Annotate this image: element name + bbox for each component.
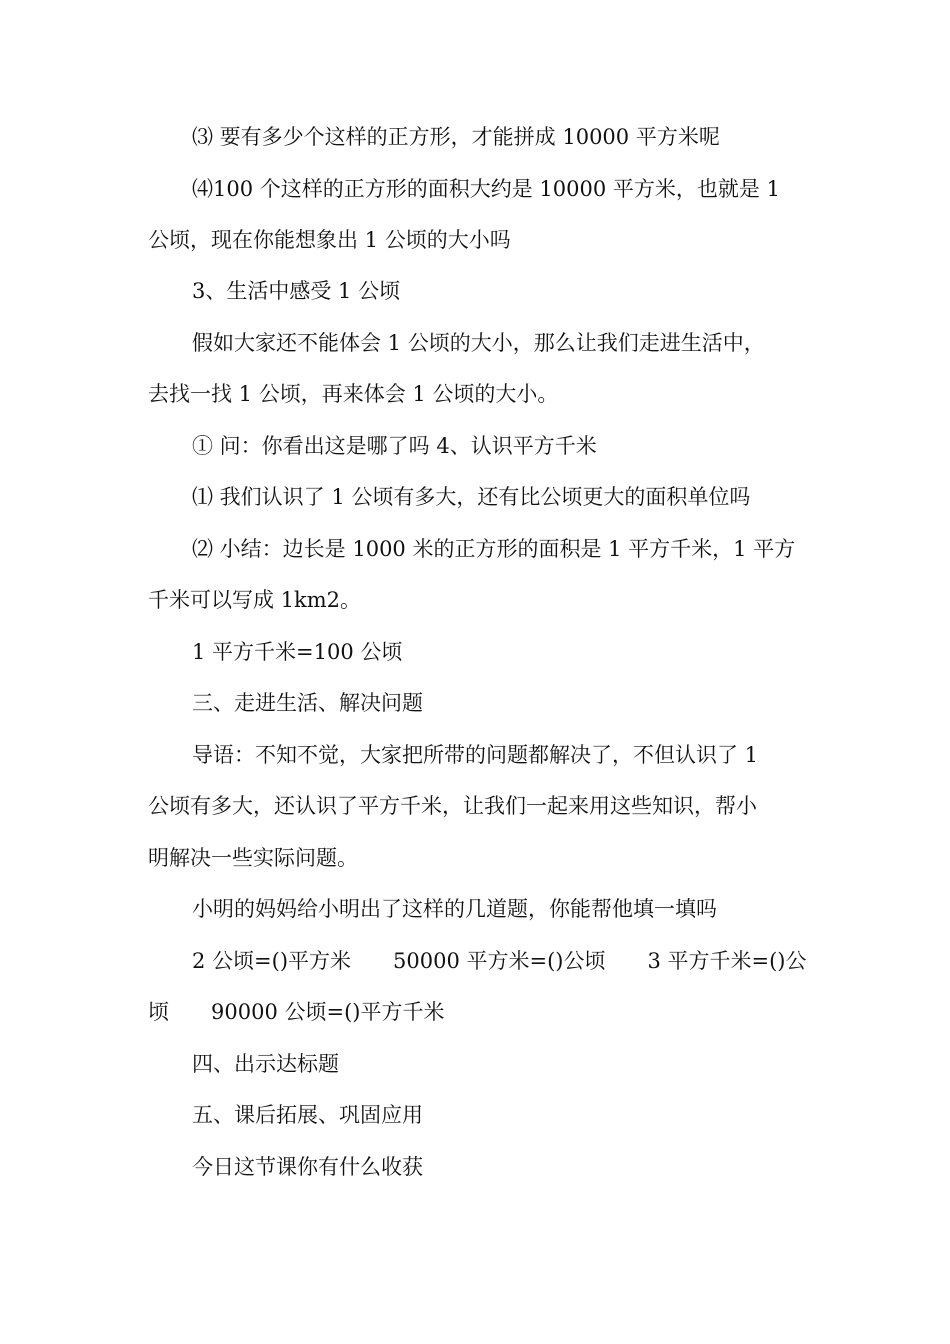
- paragraph-exercises-line-1: 2 公顷=()平方米 50000 平方米=()公顷 3 平方千米=()公: [192, 949, 807, 973]
- section-heading-three: 三、走进生活、解决问题: [192, 691, 423, 715]
- paragraph-conversion: 1 平方千米=100 公顷: [192, 640, 403, 664]
- paragraph-intro-line-3: 明解决一些实际问题。: [148, 846, 358, 870]
- paragraph-step-3: ⑶ 要有多少个这样的正方形，才能拼成 10000 平方米呢: [192, 125, 720, 149]
- paragraph-summary-line-1: ⑵ 小结：边长是 1000 米的正方形的面积是 1 平方千米，1 平方: [192, 537, 796, 561]
- paragraph-exercises-line-2: 顷 90000 公顷=()平方千米: [148, 1000, 445, 1024]
- paragraph-mother-question: 小明的妈妈给小明出了这样的几道题，你能帮他填一填吗: [192, 897, 717, 921]
- paragraph-step-4-line-1: ⑷100 个这样的正方形的面积大约是 10000 平方米，也就是 1: [192, 177, 780, 201]
- section-heading-3: 3、生活中感受 1 公顷: [192, 279, 401, 303]
- paragraph-life-line-1: 假如大家还不能体会 1 公顷的大小，那么让我们走进生活中，: [192, 331, 765, 355]
- paragraph-summary-line-2: 千米可以写成 1km2。: [148, 588, 362, 612]
- section-heading-five: 五、课后拓展、巩固应用: [192, 1103, 423, 1127]
- paragraph-intro-line-2: 公顷有多大，还认识了平方千米，让我们一起来用这些知识，帮小: [148, 794, 757, 818]
- section-heading-four: 四、出示达标题: [192, 1052, 339, 1076]
- paragraph-intro-line-1: 导语：不知不觉，大家把所带的问题都解决了，不但认识了 1: [192, 743, 759, 767]
- paragraph-closing-question: 今日这节课你有什么收获: [192, 1155, 423, 1179]
- paragraph-step-4-line-2: 公顷，现在你能想象出 1 公顷的大小吗: [148, 228, 511, 252]
- paragraph-question: ① 问：你看出这是哪了吗 4、认识平方千米: [192, 434, 597, 458]
- paragraph-step-1: ⑴ 我们认识了 1 公顷有多大，还有比公顷更大的面积单位吗: [192, 485, 751, 509]
- paragraph-life-line-2: 去找一找 1 公顷，再来体会 1 公顷的大小。: [148, 382, 559, 406]
